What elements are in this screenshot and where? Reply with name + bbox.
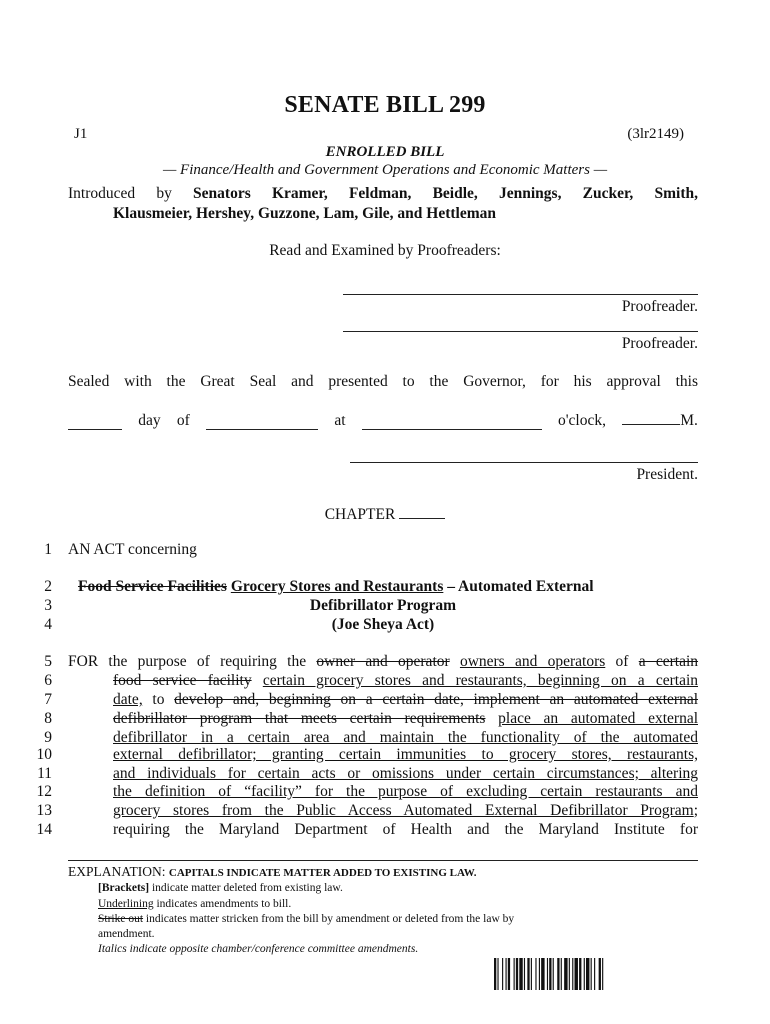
barcode-bar — [516, 958, 518, 990]
line-number: 14 — [36, 821, 52, 838]
introduced-by-prefix: Introduced by — [68, 185, 172, 202]
struck-text: develop and, beginning on a certain date, implement an automated external — [174, 691, 699, 708]
barcode-bar — [591, 958, 592, 990]
barcode-bar — [561, 958, 562, 990]
strike-note — [98, 913, 514, 925]
chapter-label: CHAPTER — [324, 506, 396, 523]
proofreader-label-2: Proofreader. — [621, 335, 698, 352]
bill-heading-line-3: (Joe Sheya Act) — [331, 616, 435, 633]
barcode-bar — [502, 958, 503, 990]
line-number: 1 — [44, 541, 52, 558]
purpose-line-7 — [113, 691, 698, 709]
line-number: 9 — [44, 729, 52, 746]
brackets-word: [Brackets] — [98, 882, 150, 894]
line-number: 12 — [36, 783, 52, 800]
day-time-row — [68, 410, 698, 430]
barcode-bar — [514, 958, 515, 990]
amended-heading-text: Grocery Stores and Restaurants — [230, 578, 444, 595]
barcode-bar — [575, 958, 578, 990]
barcode-bar — [572, 958, 573, 990]
barcode-bar — [553, 958, 554, 990]
purpose-line-9: defibrillator in a certain area and maintain the functionality of the automated — [113, 729, 698, 746]
line-number: 7 — [44, 691, 52, 708]
barcode-bar — [579, 958, 581, 990]
day-blank — [68, 415, 122, 430]
proofreader-signature-line-2 — [343, 331, 698, 332]
strike-note-continued: amendment. — [98, 928, 155, 940]
barcode-bar — [594, 958, 595, 990]
introduced-by-line — [68, 185, 698, 203]
month-blank — [206, 415, 318, 430]
barcode-bar — [541, 958, 544, 990]
president-signature-line — [350, 462, 698, 463]
purpose-line-10: external defibrillator; granting certain immunities to grocery stores, restaurants, — [113, 746, 698, 763]
line-number: 11 — [37, 765, 52, 782]
purpose-line-5 — [68, 653, 698, 671]
text-run: FOR the purpose of requiring the — [68, 653, 307, 670]
barcode-bar — [531, 958, 532, 990]
purpose-line-11: and individuals for certain acts or omissions under certain circumstances; altering — [113, 765, 698, 782]
barcode-bar — [497, 958, 498, 990]
barcode-bar — [506, 958, 507, 990]
amended-text: place an automated external — [498, 710, 698, 727]
read-examined-label: Read and Examined by Proofreaders: — [269, 242, 501, 259]
explanation-line — [68, 864, 476, 880]
struck-text: defibrillator program that meets certain requirements — [113, 710, 486, 727]
barcode-bar — [586, 958, 589, 990]
barcode-bar — [535, 958, 536, 990]
at-word: at — [334, 412, 346, 429]
purpose-line-6 — [113, 672, 698, 690]
bill-heading-line-2: Defibrillator Program — [309, 597, 457, 614]
bill-drafting-code: (3lr2149) — [627, 126, 684, 142]
strike-word: Strike out — [98, 913, 144, 925]
barcode-bar — [524, 958, 525, 990]
barcode-bar — [602, 958, 603, 990]
underlining-word: Underlining — [98, 898, 154, 910]
struck-heading-text: Food Service Facilities — [78, 578, 227, 595]
amended-text: owners and operators — [459, 653, 606, 670]
subject-code: J1 — [74, 126, 88, 142]
line-number: 6 — [44, 672, 52, 689]
purpose-line-13 — [113, 802, 698, 820]
amended-text: certain grocery stores and restaurants, beginning on a certain — [262, 672, 699, 689]
day-word: day — [138, 412, 161, 429]
line-number: 4 — [44, 616, 52, 633]
barcode-bar — [557, 958, 559, 990]
barcode-bar — [519, 958, 522, 990]
sponsors-line-2: Klausmeier, Hershey, Guzzone, Lam, Gile, and Hettleman — [113, 205, 497, 222]
line-number: 13 — [36, 802, 52, 819]
sponsors-line-1: Senators Kramer, Feldman, Beidle, Jennings, Zucker, Smith, — [193, 185, 699, 202]
committee-line: — Finance/Health and Government Operations and Economic Matters — — [162, 162, 608, 178]
meridiem-group — [622, 410, 698, 430]
underlining-text: indicates amendments to bill. — [156, 898, 292, 910]
proofreader-label-1: Proofreader. — [621, 298, 698, 315]
bill-title: SENATE BILL 299 — [284, 92, 486, 118]
text-run: of — [615, 653, 629, 670]
sealed-statement: Sealed with the Great Seal and presented to the Governor, for his approval this — [68, 373, 698, 390]
text-run: to — [152, 691, 165, 708]
meridiem-blank — [622, 410, 680, 425]
act-concerning: AN ACT concerning — [68, 541, 197, 558]
chapter-line — [0, 504, 770, 524]
struck-text: owner and operator — [316, 653, 450, 670]
capitals-note: CAPITALS INDICATE MATTER ADDED TO EXISTING LAW. — [168, 867, 477, 879]
line-number: 3 — [44, 597, 52, 614]
proofreader-signature-line-1 — [343, 294, 698, 295]
barcode-bar — [564, 958, 567, 990]
enrolled-bill-label: ENROLLED BILL — [325, 144, 445, 160]
underlining-note — [98, 898, 291, 910]
president-label: President. — [636, 466, 698, 483]
bill-heading-line-1 — [78, 578, 594, 596]
struck-text: a certain — [638, 653, 699, 670]
barcode-bar — [494, 958, 496, 990]
barcode-image — [494, 958, 680, 990]
line-number: 10 — [36, 746, 52, 763]
time-blank — [362, 415, 542, 430]
heading-rest: – Automated External — [447, 578, 594, 595]
barcode-bar — [547, 958, 548, 990]
explanation-label: EXPLANATION: — [68, 864, 166, 879]
chapter-blank — [399, 504, 445, 519]
of-word: of — [176, 412, 190, 429]
strike-text: indicates matter stricken from the bill by amendment or deleted from the law by — [145, 913, 515, 925]
amended-text: date, — [113, 691, 143, 708]
purpose-line-14: requiring the Maryland Department of Health and the Maryland Institute for — [113, 821, 698, 838]
struck-text: food service facility — [113, 672, 252, 689]
barcode-bar — [508, 958, 510, 990]
text-run: ; — [693, 802, 698, 819]
barcode-bar — [569, 958, 570, 990]
m-word: M. — [680, 412, 698, 429]
barcode-bar — [539, 958, 540, 990]
purpose-line-8 — [113, 710, 698, 728]
barcode-bar — [527, 958, 529, 990]
brackets-text: indicate matter deleted from existing law. — [151, 882, 343, 894]
line-number: 8 — [44, 710, 52, 727]
explanation-rule — [68, 860, 698, 861]
italics-note: Italics indicate opposite chamber/conference committee amendments. — [98, 943, 419, 955]
line-number: 2 — [44, 578, 52, 595]
purpose-line-12: the definition of “facility” for the purpose of excluding certain restaurants and — [113, 783, 698, 800]
brackets-note — [98, 882, 343, 894]
barcode-bar — [599, 958, 601, 990]
barcode-bar — [584, 958, 585, 990]
line-number: 5 — [44, 653, 52, 670]
amended-text: grocery stores from the Public Access Automated External Defibrillator Program — [113, 802, 694, 819]
barcode-bar — [549, 958, 551, 990]
oclock-word: o'clock, — [558, 412, 606, 429]
